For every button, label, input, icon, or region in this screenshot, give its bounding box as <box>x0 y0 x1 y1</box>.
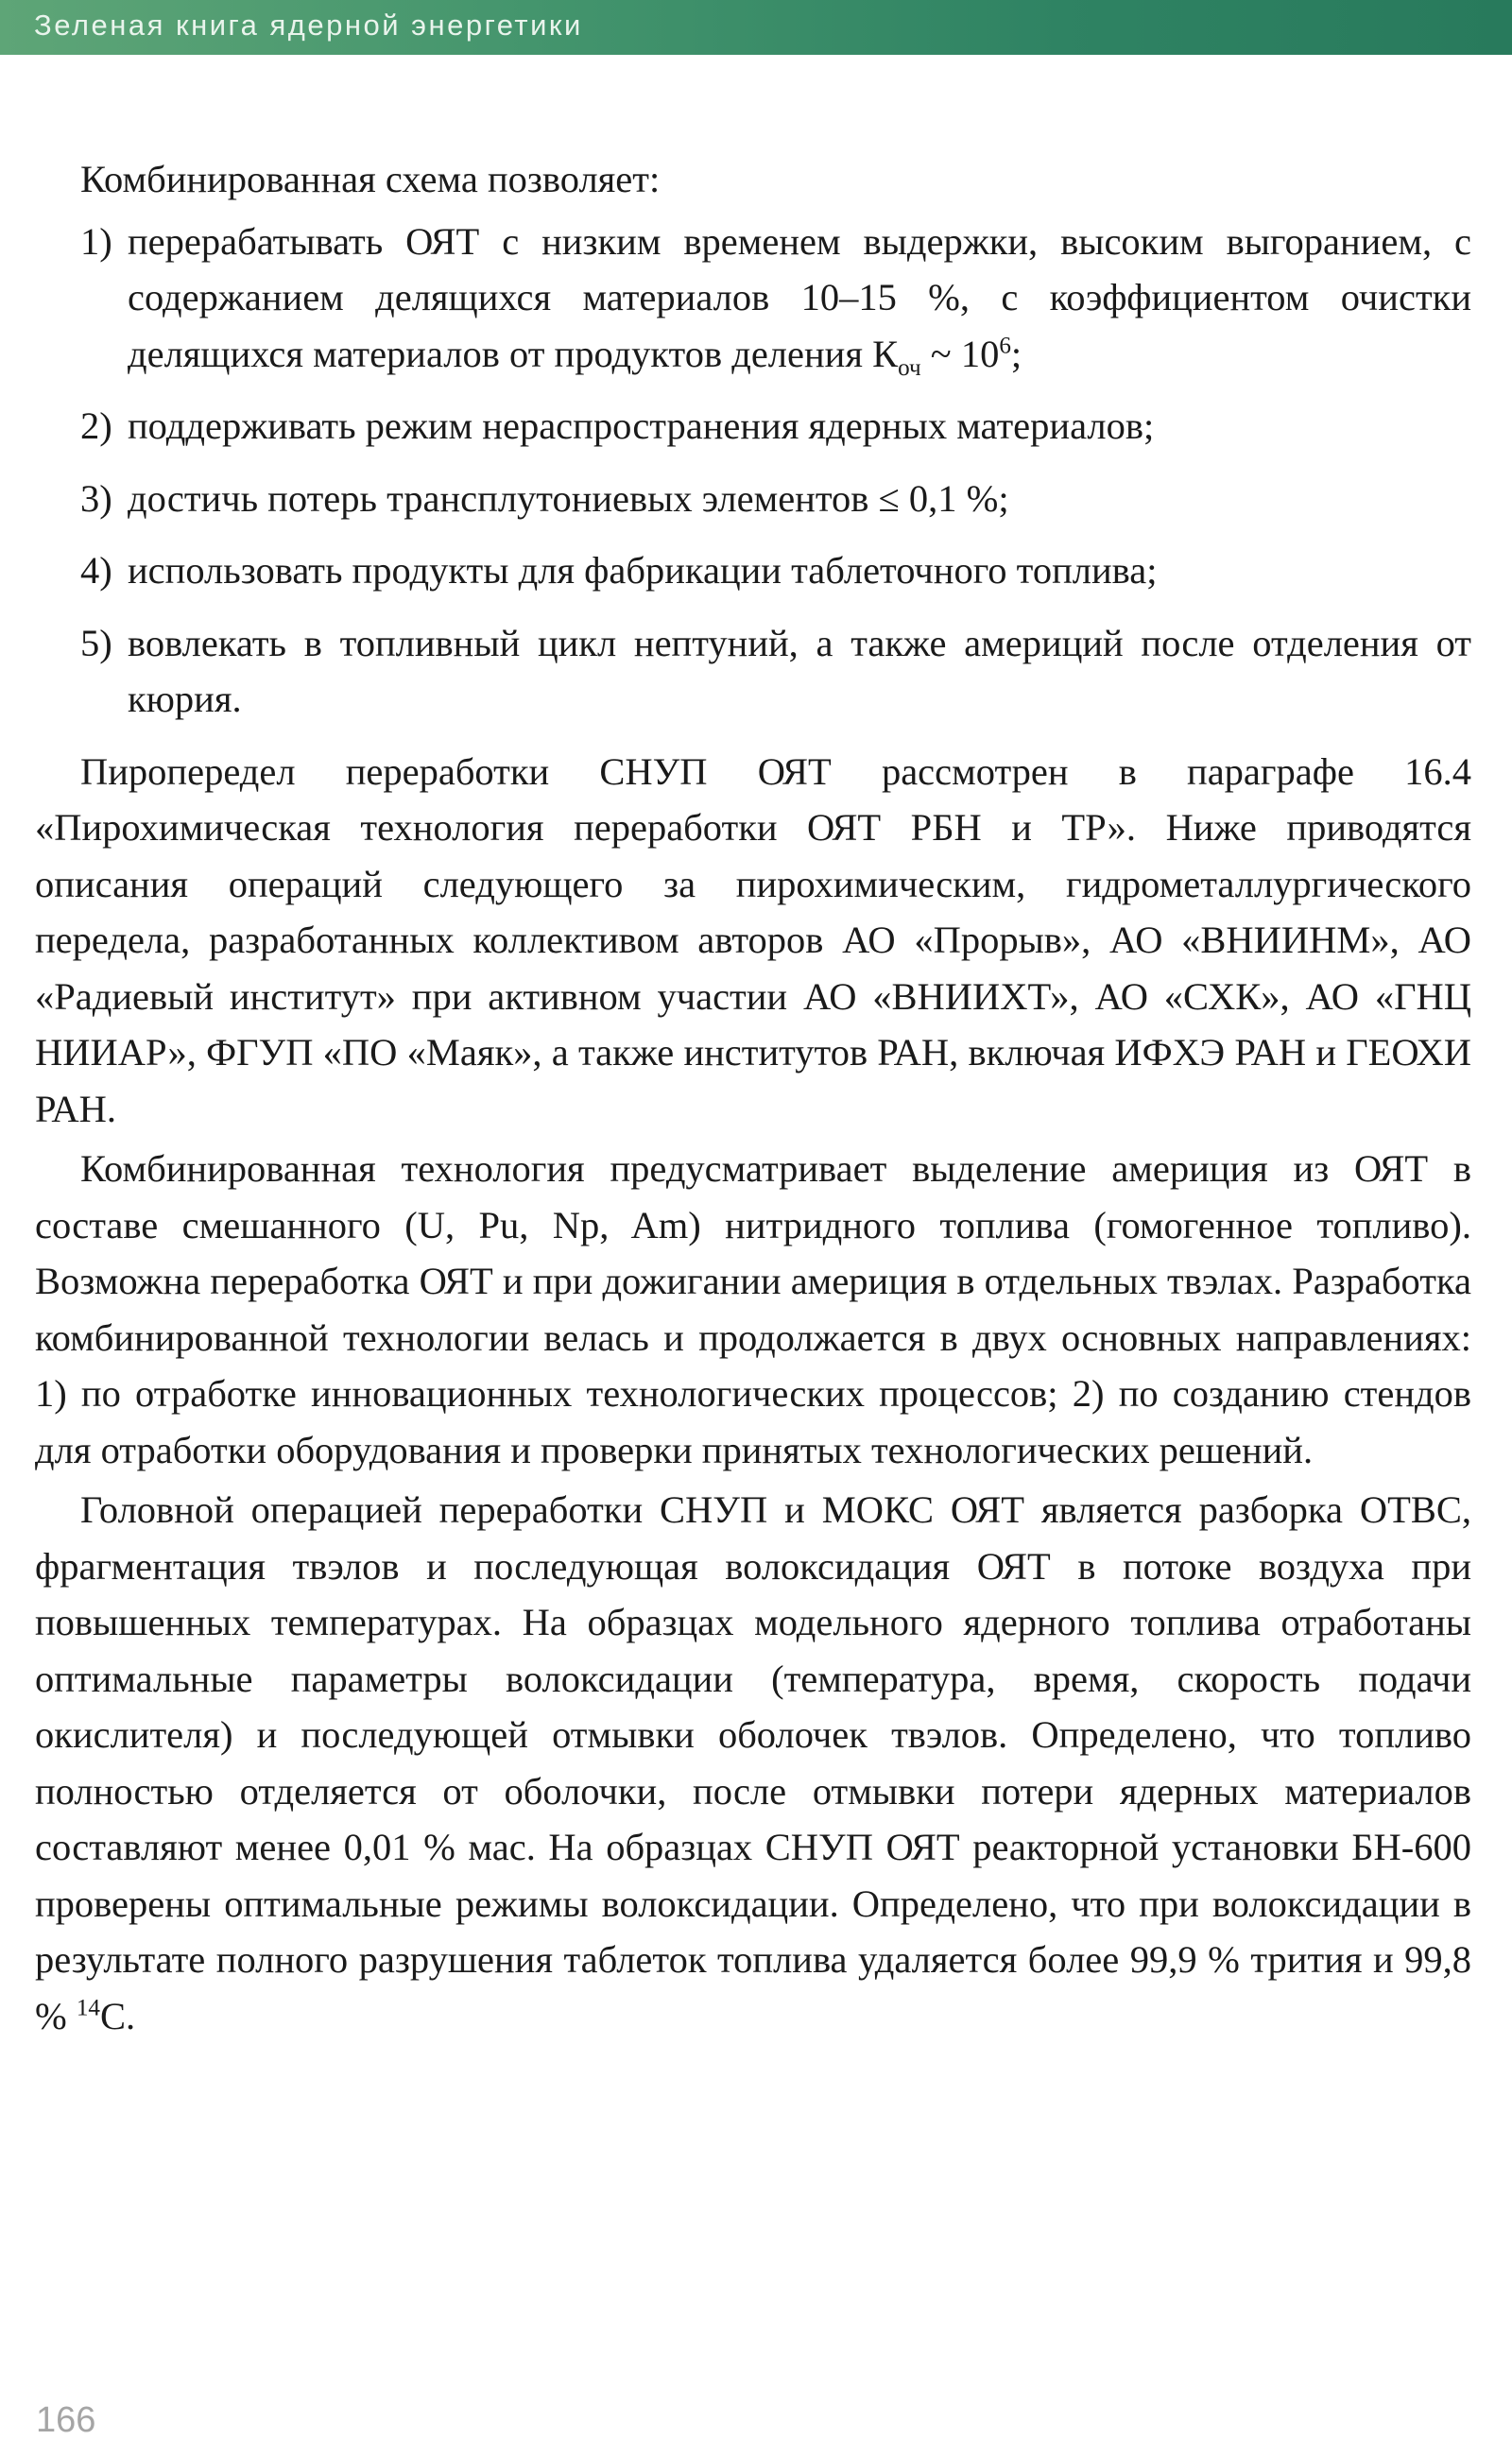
list-item <box>35 398 1471 455</box>
list-item-text: достичь потерь трансплутониевых элементов ≤ 0,1 %; <box>128 476 1009 520</box>
list-item <box>35 471 1471 527</box>
list-item-text: ; <box>1010 332 1022 375</box>
list-item-number: 5) <box>80 621 112 664</box>
list-intro: Комбинированная схема позволяет: <box>80 158 661 200</box>
list-item-number: 4) <box>80 549 112 592</box>
superscript: 6 <box>999 333 1011 358</box>
paragraph-pyro: Пиропередел переработки СНУП ОЯТ рассмотрен в параграфе 16.4 «Пирохимическая технология переработки ОЯТ РБН и ТР». Ниже приводятся описания операций следующего за пирохимическим, гидрометаллургического передела, разработанных коллективом авторов АО «Прорыв», АО «ВНИИНМ», АО «Радиевый институт» при активном участии АО «ВНИИХТ», АО «СХК», АО «ГНЦ НИИАР», ФГУП «ПО «Маяк», а также институтов РАН, включая ИФХЭ РАН и ГЕОХИ РАН. <box>35 749 1471 1130</box>
list-item <box>35 214 1471 383</box>
running-header-bar <box>0 0 1512 55</box>
list-item <box>35 542 1471 599</box>
list-item-text: использовать продукты для фабрикации таблеточного топлива; <box>128 549 1158 592</box>
list-item-text: ~ 10 <box>920 332 1000 375</box>
list-item-text: перерабатывать ОЯТ с низким временем выдержки, высоким выгоранием, с содержанием делящихся материалов 10–15 %, с коэффициентом очистки делящихся материалов от продуктов деления К <box>128 219 1471 375</box>
paragraph-text: Головной операцией переработки СНУП и МОКС ОЯТ является разборка ОТВС, фрагментация твэлов и последующая волоксидация ОЯТ в потоке воздуха при повышенных температурах. На образцах модельного ядерного топлива отработаны оптимальные параметры волоксидации (температура, время, скорость подачи окислителя) и последующей отмывки оболочек твэлов. Определено, что топливо полностью отделяется от оболочки, после отмывки потери ядерных материалов составляют менее 0,01 % мас. На образцах СНУП ОЯТ реакторной установки БН-600 проверены оптимальные режимы волоксидации. Определено, что при волоксидации в результате полного разрушения таблеток топлива удаляется более 99,9 % трития и 99,8 % <box>35 1488 1471 2037</box>
list-item-number: 1) <box>80 219 112 263</box>
list-item <box>35 615 1471 728</box>
paragraph-combined-technology: Комбинированная технология предусматривает выделение америция из ОЯТ в составе смешанного (U, Pu, Np, Am) нитридного топлива (гомогенное топливо). Возможна переработка ОЯТ и при дожигании америция в отдельных твэлах. Разработка комбинированной технологии велась и продолжается в двух основных направлениях: 1) по отработке инновационных технологических процессов; 2) по созданию стендов для отработки оборудования и проверки принятых технологических решений. <box>35 1147 1471 1471</box>
list-item-text: вовлекать в топливный цикл нептуний, а также америций после отделения от кюрия. <box>128 621 1471 720</box>
superscript: 14 <box>76 1995 100 2020</box>
page-body <box>35 151 1471 2044</box>
paragraph-head-operation <box>35 1482 1471 2044</box>
list-item-text: поддерживать режим нераспространения ядерных материалов; <box>128 404 1155 447</box>
paragraph-text: С. <box>99 1994 136 2037</box>
list-item-number: 3) <box>80 476 112 520</box>
running-header-title: Зеленая книга ядерной энергетики <box>34 9 583 42</box>
list-item-number: 2) <box>80 404 112 447</box>
subscript: оч <box>898 354 921 381</box>
page-number: 166 <box>36 2400 96 2440</box>
